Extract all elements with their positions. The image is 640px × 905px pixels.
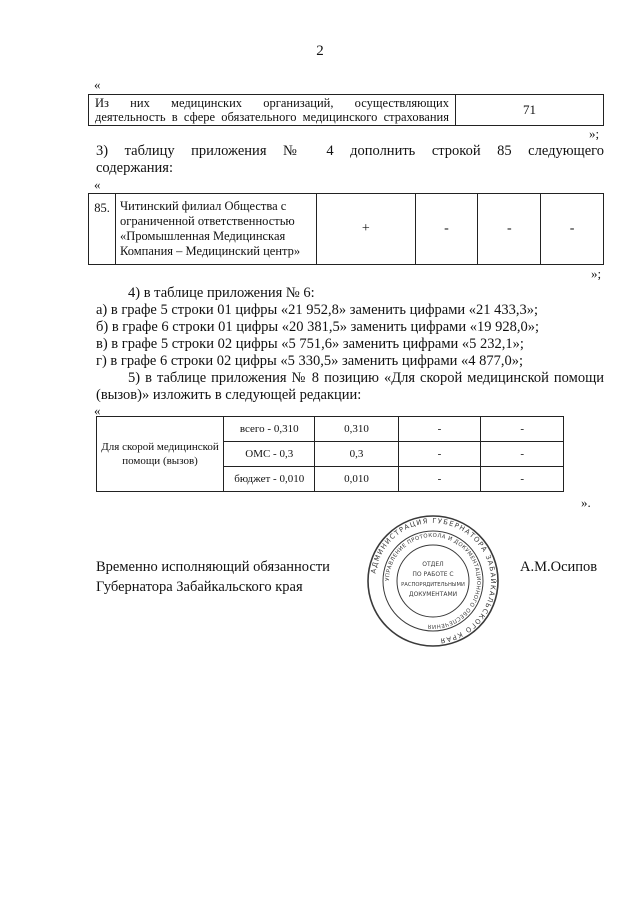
table-cell: ОМС - 0,3 xyxy=(224,442,315,467)
table-cell: - xyxy=(541,194,604,265)
item-5-line2: (вызов)» изложить в следующей редакции: xyxy=(96,387,362,403)
signatory-title-line1: Временно исполняющий обязанности xyxy=(96,559,330,575)
item-4-line-d: г) в графе 6 строки 02 цифры «5 330,5» заменить цифрами «4 877,0»; xyxy=(96,353,524,369)
stamp-center-line: ПО РАБОТЕ С xyxy=(412,571,454,578)
table-cell: - xyxy=(478,194,541,265)
page-number: 2 xyxy=(316,43,324,59)
close-quote: »; xyxy=(591,266,602,281)
table-appendix-4-row xyxy=(88,193,604,265)
table-ambulance-care xyxy=(96,416,564,492)
close-quote: ». xyxy=(581,495,591,510)
item-4-head: 4) в таблице приложения № 6: xyxy=(128,285,315,301)
table-cell: всего - 0,310 xyxy=(224,417,315,442)
item-4-line-c: в) в графе 5 строки 02 цифры «5 751,6» заменить цифрами «5 232,1»; xyxy=(96,336,524,352)
table-row xyxy=(89,194,604,265)
item-3-line2: содержания: xyxy=(96,160,174,176)
item-3-line1: 3) таблицу приложения № 4 дополнить строкой 85 следующего xyxy=(96,143,604,159)
open-quote: « xyxy=(94,403,101,418)
item-4-line-b: б) в графе 6 строки 01 цифры «20 381,5» заменить цифрами «19 928,0»; xyxy=(96,319,539,335)
stamp-inner-text: УПРАВЛЕНИЕ ПРОТОКОЛА И ДОКУМЕНТАЦИОННОГО ОБЕСПЕЧЕНИЯ xyxy=(384,532,482,630)
table-cell: - xyxy=(398,442,481,467)
table-row xyxy=(97,417,564,442)
signatory-name: А.М.Осипов xyxy=(520,559,598,575)
table-medical-organizations xyxy=(88,94,604,126)
table-row xyxy=(89,95,604,126)
official-stamp xyxy=(366,514,500,648)
stamp-center-line: ОТДЕЛ xyxy=(422,561,444,568)
table-cell: - xyxy=(398,467,481,492)
table-cell: бюджет - 0,010 xyxy=(224,467,315,492)
item-4-line-a: а) в графе 5 строки 01 цифры «21 952,8» заменить цифрами «21 433,3»; xyxy=(96,302,539,318)
signatory-title-line2: Губернатора Забайкальского края xyxy=(96,579,303,595)
table-cell: - xyxy=(481,467,564,492)
row-number: 85. xyxy=(89,194,116,265)
organization-name: Читинский филиал Общества с ограниченной ответственностью «Промышленная Медицинская Компания – Медицинский центр» xyxy=(116,194,317,265)
close-quote: »; xyxy=(589,126,600,141)
position-label: Для скорой медицинской помощи (вызов) xyxy=(97,417,224,492)
table-cell: 0,310 xyxy=(315,417,398,442)
table1-value: 71 xyxy=(456,95,604,126)
stamp-center-line: РАСПОРЯДИТЕЛЬНЫМИ xyxy=(401,582,465,588)
table-cell: - xyxy=(398,417,481,442)
table-cell: - xyxy=(481,417,564,442)
table-cell: - xyxy=(415,194,478,265)
table-cell: + xyxy=(317,194,416,265)
table-cell: 0,010 xyxy=(315,467,398,492)
item-5-line1: 5) в таблице приложения № 8 позицию «Для скорой медицинской помощи xyxy=(128,370,604,386)
table-cell: 0,3 xyxy=(315,442,398,467)
table1-description: Из них медицинских организаций, осуществляющих деятельность в сфере обязательного медицинского страхования xyxy=(89,95,456,126)
open-quote: « xyxy=(94,77,101,92)
table-cell: - xyxy=(481,442,564,467)
open-quote: « xyxy=(94,177,101,192)
stamp-center-line: ДОКУМЕНТАМИ xyxy=(408,591,458,598)
svg-text:УПРАВЛЕНИЕ ПРОТОКОЛА И ДОКУМЕН xyxy=(385,533,481,629)
stamp-outer-text: АДМИНИСТРАЦИЯ ГУБЕРНАТОРА ЗАБАЙКАЛЬСКОГО КРАЯ xyxy=(369,516,498,645)
